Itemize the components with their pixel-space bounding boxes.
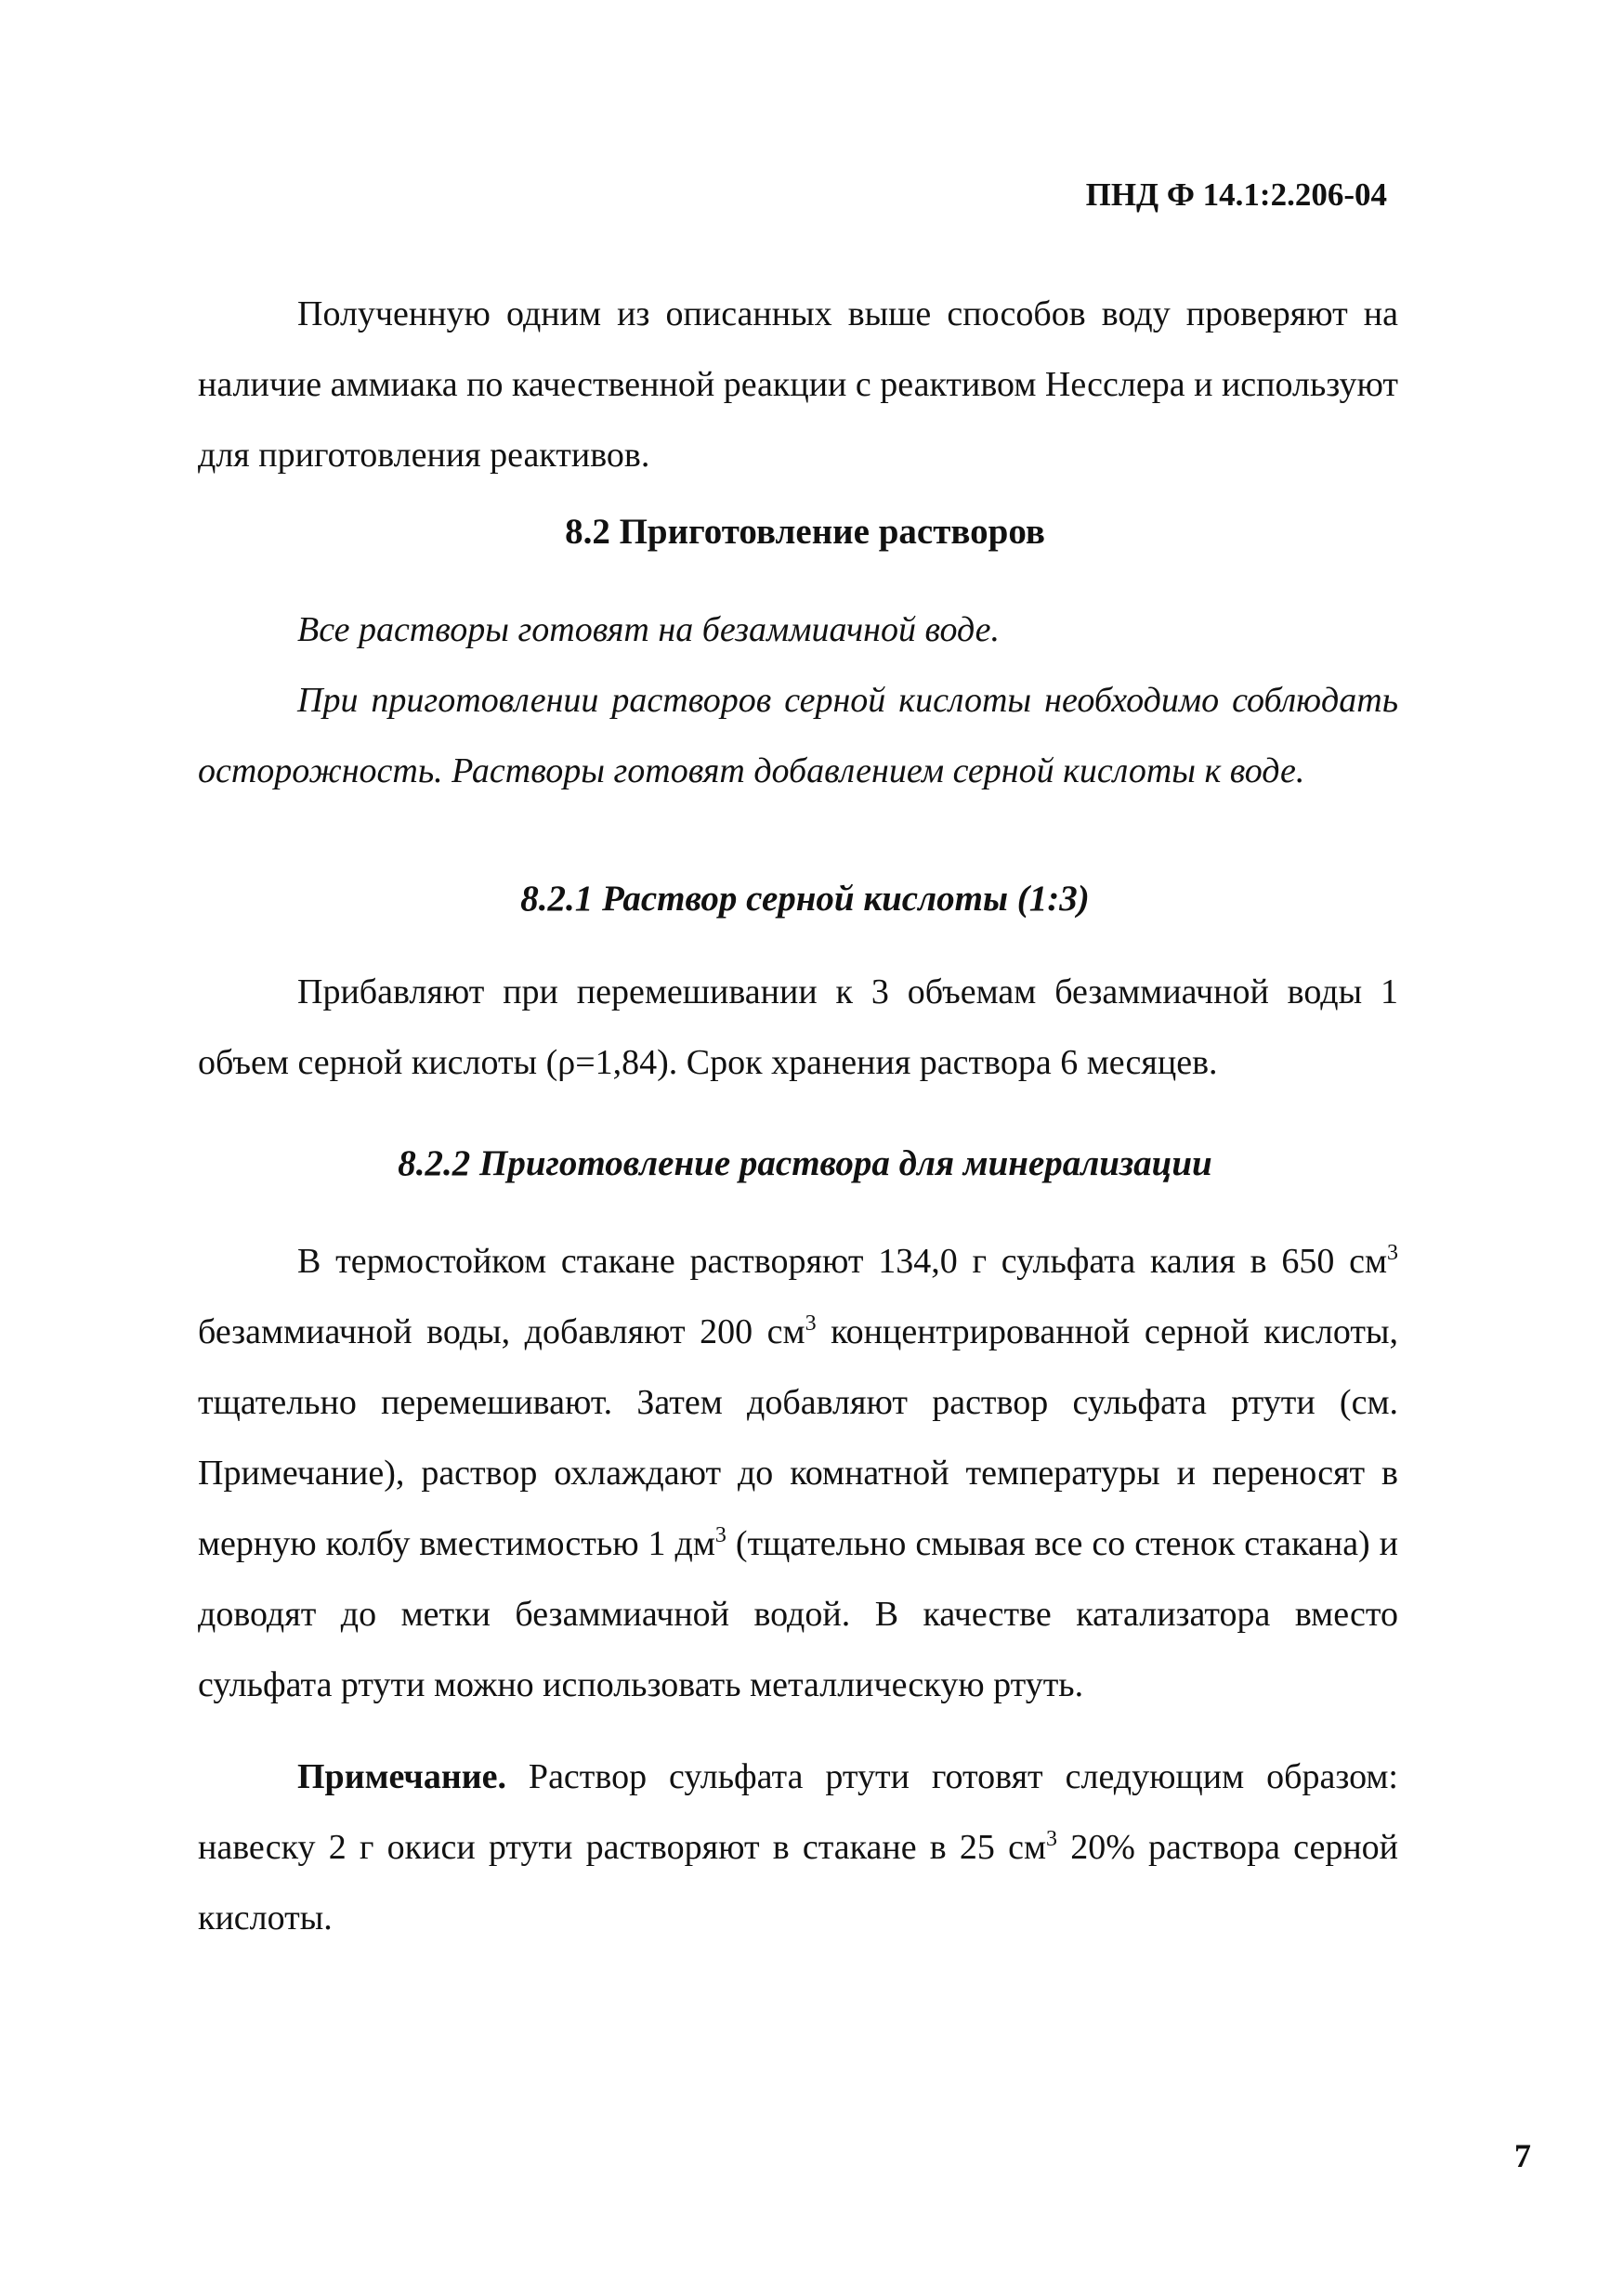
section-8-2-notes [198,594,1398,806]
section-8-2-2-paragraph [198,1226,1398,1720]
section-8-2-2-text: В термостойком стакане растворяют 134,0 г сульфата калия в 650 $см^3$ безаммиачной воды, добавляют 200 $см^3$ концентрированной серной кислоты, тщательно перемешивают. Затем добавляют раствор сульфата ртути (см. Примечание), раствор охлаждают до комнатной температуры и переносят в мерную колбу вместимостью 1 $дм^3$ (тщательно смывая все со стенок стакана) и доводят до метки безаммиачной водой. В качестве катализатора вместо сульфата ртути можно использовать металлическую ртуть. [198,1241,1399,1704]
note-text: Примечание. Раствор сульфата ртути готовят следующим образом: навеску 2 г окиси ртути растворяют в стакане в 25 $см^3$ 20% раствора серной кислоты. [198,1757,1398,1937]
section-8-2-1-text: Прибавляют при перемешивании к 3 объемам безаммиачной воды 1 объем серной кислоты (ρ=1,84). Срок хранения раствора 6 месяцев. [198,972,1398,1082]
section-8-2-1-title: 8.2.1 Раствор серной кислоты (1:3) [520,879,1090,919]
note-label: Примечание. [297,1757,506,1796]
intro-paragraph [198,279,1398,490]
section-8-2-2-title: 8.2.2 Приготовление раствора для минерализации [398,1143,1212,1183]
section-8-2-title: 8.2 Приготовление растворов [565,512,1045,552]
section-8-2-1-paragraph [198,957,1398,1098]
section-8-2-note2: При приготовлении растворов серной кислоты необходимо соблюдать осторожность. Растворы готовят добавлением серной кислоты к воде. [198,681,1398,790]
section-8-2-note1: Все растворы готовят на безаммиачной воде. [297,610,1001,649]
intro-text: Полученную одним из описанных выше способов воду проверяют на наличие аммиака по качественной реакции с реактивом Несслера и используют для приготовления реактивов. [198,294,1398,475]
page-number: 7 [1514,2137,1531,2174]
document-code: ПНД Ф 14.1:2.206-04 [1085,176,1387,213]
note-paragraph [198,1742,1398,1953]
